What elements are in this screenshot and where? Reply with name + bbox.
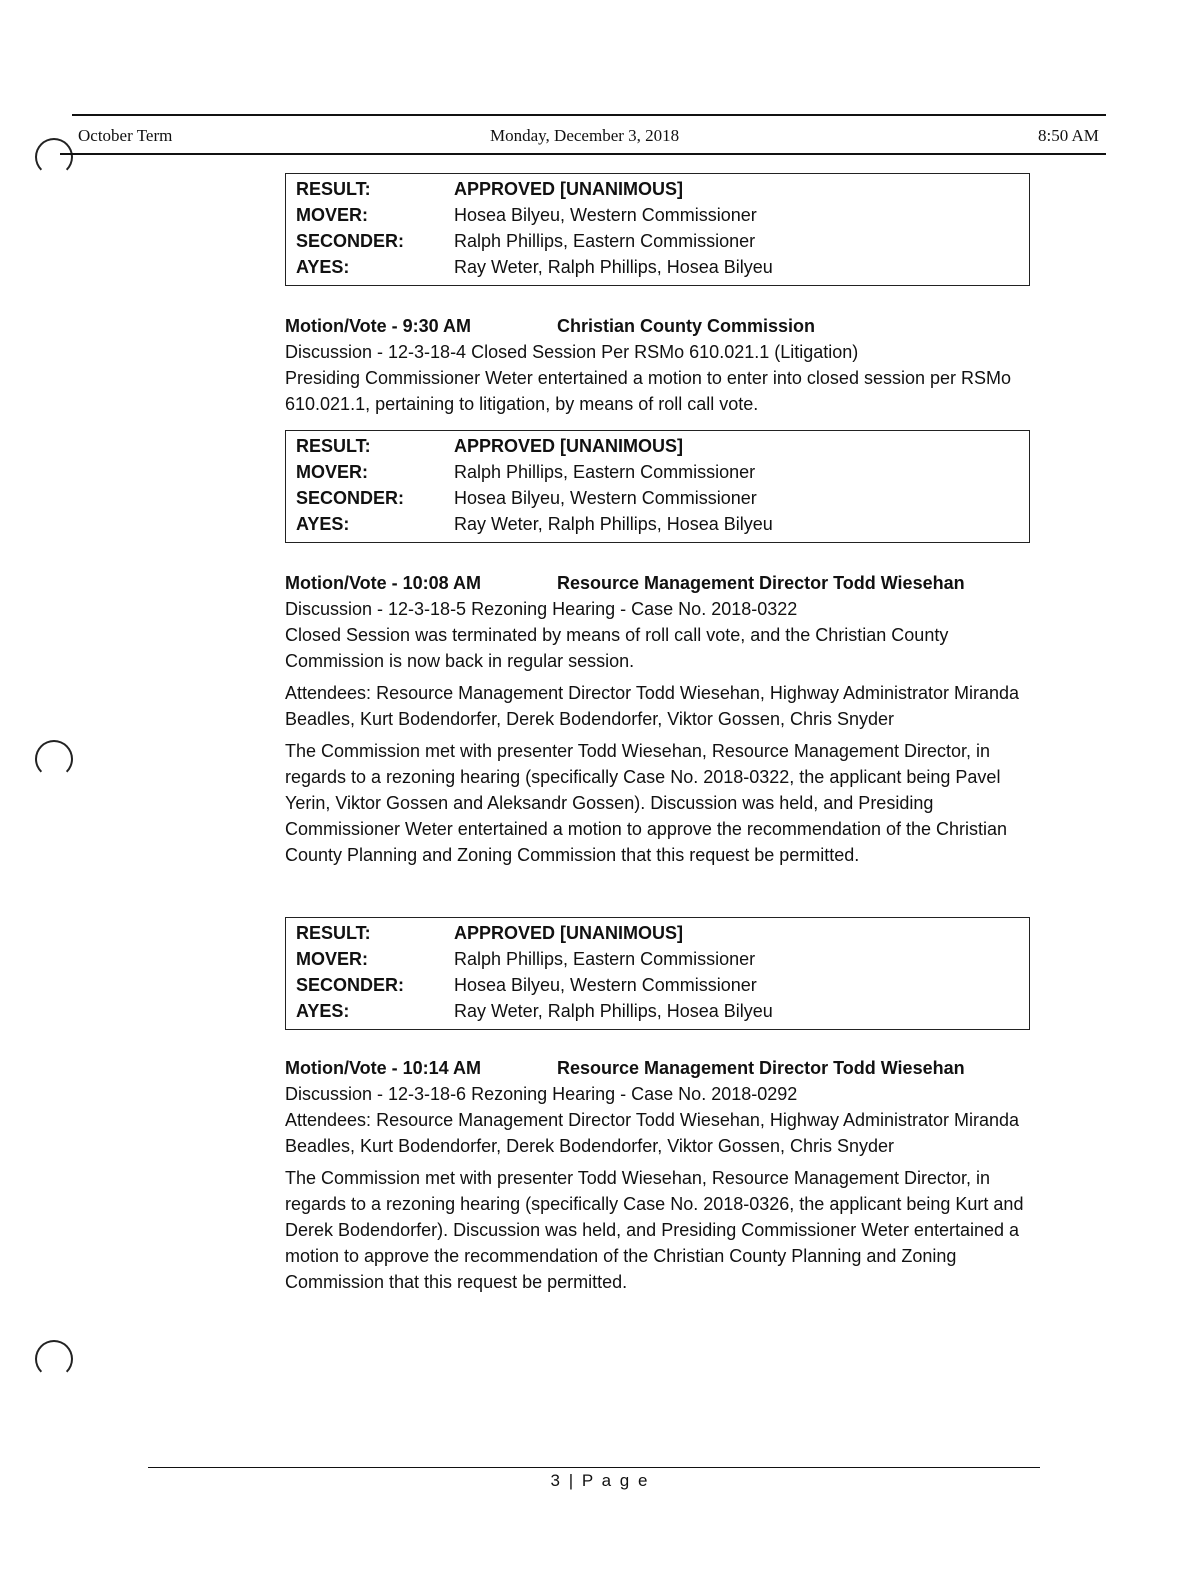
vote-row-result (286, 176, 1029, 202)
page-number: 3 | P a g e (550, 1471, 650, 1490)
header-date: Monday, December 3, 2018 (490, 126, 680, 145)
ayes-label: AYES: (296, 256, 350, 277)
vote-row-ayes (286, 254, 1029, 280)
header-top-rule (72, 114, 1106, 116)
attendees-text: Attendees: Resource Management Director Todd Wiesehan, Highway Administrator Miranda Beadles, Kurt Bodendorfer, Derek Bodendorfer, Viktor Gossen, Chris Snyder (285, 1110, 1020, 1156)
ayes-value: Ray Weter, Ralph Phillips, Hosea Bilyeu (454, 513, 773, 534)
motion-heading (285, 1055, 1045, 1081)
motion-heading (285, 313, 1045, 339)
vote-row-result (286, 920, 1029, 946)
vote-row-seconder (286, 485, 1029, 511)
vote-row-ayes (286, 998, 1029, 1024)
binder-hole-middle (35, 740, 73, 778)
motion-body: The Commission met with presenter Todd Wiesehan, Resource Management Director, in regards to a rezoning hearing (specifically Case No. 2018-0326, the applicant being Kurt and Derek Bodendorfer). Discussion was held, and Presiding Commissioner Weter entertained a motion to approve the recommendation of the Christian County Planning and Zoning Commission that this request be permitted. (285, 1168, 1024, 1292)
discussion-line: Discussion - 12-3-18-6 Rezoning Hearing - Case No. 2018-0292 (285, 1084, 798, 1104)
result-label: RESULT: (296, 922, 371, 943)
seconder-label: SECONDER: (296, 230, 405, 251)
motion-label: Motion/Vote - 10:14 AM (285, 1058, 482, 1078)
discussion-line: Discussion - 12-3-18-4 Closed Session Per RSMo 610.021.1 (Litigation) (285, 342, 859, 362)
vote-result-box-3 (285, 917, 1030, 1030)
motion-label: Motion/Vote - 9:30 AM (285, 316, 471, 336)
binder-hole-bottom (35, 1340, 73, 1378)
ayes-label: AYES: (296, 1000, 350, 1021)
mover-label: MOVER: (296, 204, 368, 225)
vote-result-box-2 (285, 430, 1030, 543)
vote-row-mover (286, 202, 1029, 228)
result-label: RESULT: (296, 435, 371, 456)
motion-title: Resource Management Director Todd Wiesehan (557, 1058, 965, 1078)
motion-section-2 (285, 313, 1045, 417)
ayes-label: AYES: (296, 513, 350, 534)
closed-session-text: Closed Session was terminated by means of roll call vote, and the Christian County Commission is now back in regular session. (285, 625, 949, 671)
mover-value: Hosea Bilyeu, Western Commissioner (454, 204, 757, 225)
attendees-text: Attendees: Resource Management Director Todd Wiesehan, Highway Administrator Miranda Beadles, Kurt Bodendorfer, Derek Bodendorfer, Viktor Gossen, Chris Snyder (285, 683, 1020, 729)
ayes-value: Ray Weter, Ralph Phillips, Hosea Bilyeu (454, 256, 773, 277)
seconder-value: Hosea Bilyeu, Western Commissioner (454, 974, 757, 995)
vote-result-box-1 (285, 173, 1030, 286)
mover-value: Ralph Phillips, Eastern Commissioner (454, 461, 756, 482)
mover-value: Ralph Phillips, Eastern Commissioner (454, 948, 756, 969)
motion-heading (285, 570, 1045, 596)
footer-rule (148, 1467, 1040, 1468)
vote-row-mover (286, 459, 1029, 485)
motion-section-4 (285, 1055, 1045, 1295)
motion-title: Christian County Commission (557, 316, 816, 336)
result-value: APPROVED [UNANIMOUS] (454, 435, 684, 456)
motion-title: Resource Management Director Todd Wiesehan (557, 573, 965, 593)
vote-row-seconder (286, 228, 1029, 254)
motion-label: Motion/Vote - 10:08 AM (285, 573, 482, 593)
result-label: RESULT: (296, 178, 371, 199)
header-bottom-rule (60, 153, 1106, 155)
vote-row-seconder (286, 972, 1029, 998)
vote-row-mover (286, 946, 1029, 972)
result-value: APPROVED [UNANIMOUS] (454, 178, 684, 199)
discussion-line: Discussion - 12-3-18-5 Rezoning Hearing - Case No. 2018-0322 (285, 599, 798, 619)
seconder-value: Ralph Phillips, Eastern Commissioner (454, 230, 756, 251)
vote-row-result (286, 433, 1029, 459)
header-term: October Term (78, 126, 173, 145)
header-time: 8:50 AM (1038, 126, 1099, 145)
mover-label: MOVER: (296, 461, 368, 482)
motion-body: Presiding Commissioner Weter entertained a motion to enter into closed session per RSMo 610.021.1, pertaining to litigation, by means of roll call vote. (285, 368, 1012, 414)
result-value: APPROVED [UNANIMOUS] (454, 922, 684, 943)
seconder-value: Hosea Bilyeu, Western Commissioner (454, 487, 757, 508)
seconder-label: SECONDER: (296, 487, 405, 508)
seconder-label: SECONDER: (296, 974, 405, 995)
ayes-value: Ray Weter, Ralph Phillips, Hosea Bilyeu (454, 1000, 773, 1021)
motion-body: The Commission met with presenter Todd Wiesehan, Resource Management Director, in regards to a rezoning hearing (specifically Case No. 2018-0322, the applicant being Pavel Yerin, Viktor Gossen and Aleksandr Gossen). Discussion was held, and Presiding Commissioner Weter entertained a motion to approve the recommendation of the Christian County Planning and Zoning Commission that this request be permitted. (285, 741, 1008, 865)
mover-label: MOVER: (296, 948, 368, 969)
vote-row-ayes (286, 511, 1029, 537)
motion-section-3 (285, 570, 1045, 868)
binder-hole-top (35, 138, 73, 176)
